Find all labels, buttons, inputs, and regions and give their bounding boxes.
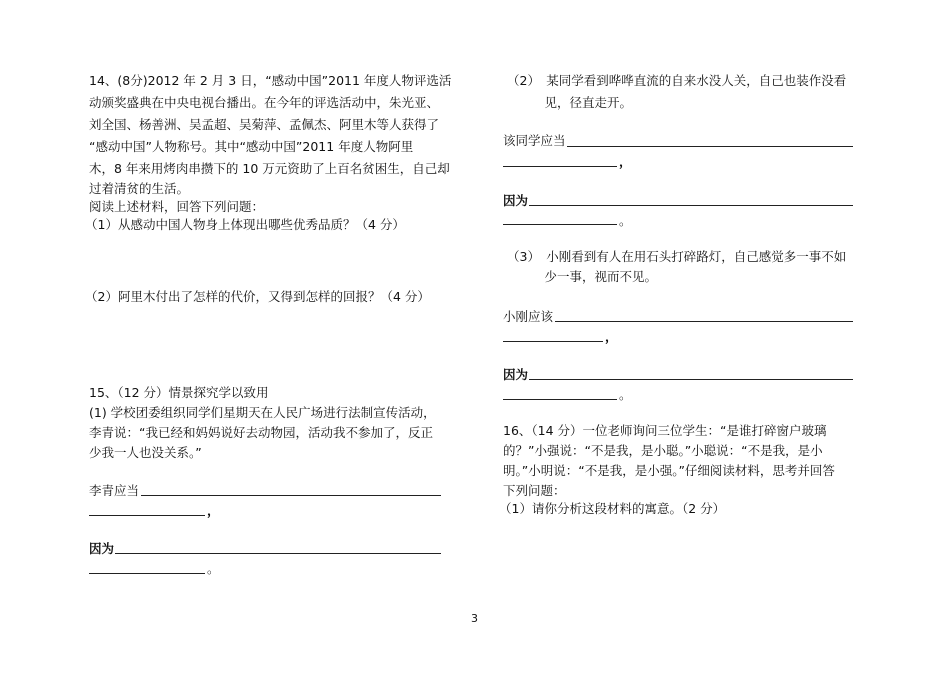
q15-1-answer-label: 李青应当 <box>89 483 140 498</box>
q15-3-reason-end: 。 <box>619 387 632 402</box>
q15-1-reason-end: 。 <box>207 561 220 576</box>
q15-3-answer-blank-1[interactable] <box>555 321 853 322</box>
q14-line-6: 过着清贫的生活。 <box>89 181 190 196</box>
q14-sub2: （2）阿里木付出了怎样的代价，又得到怎样的回报？（4 分） <box>85 289 430 304</box>
q16-line-4: 下列问题： <box>503 483 566 498</box>
q15-2-line-2: 见，径直走开。 <box>507 95 633 110</box>
q15-line-2: 李青说：“我已经和妈妈说好去动物园，活动我不参加了，反正 <box>89 425 433 440</box>
q14-sub1: （1）从感动中国人物身上体现出哪些优秀品质？（4 分） <box>85 217 405 232</box>
q14-prompt: 阅读上述材料，回答下列问题： <box>89 199 265 214</box>
q15-2-answer-end: ， <box>619 154 632 169</box>
q15-1-reason-blank-2[interactable] <box>89 573 205 574</box>
q15-3-reason-label: 因为 <box>503 367 529 382</box>
q15-2-reason-blank-1[interactable] <box>529 205 853 206</box>
q15-line-1: (1) 学校团委组织同学们星期天在人民广场进行法制宣传活动， <box>89 405 436 420</box>
q15-1-answer-blank-1[interactable] <box>141 495 441 496</box>
q15-1-answer-end: ， <box>207 503 220 518</box>
q15-2-answer-label: 该同学应当 <box>503 133 566 148</box>
q14-line-4: “感动中国”人物称号。其中“感动中国”2011 年度人物阿里 <box>89 139 414 154</box>
q16-line-3: 明。”小明说：“不是我，是小强。”仔细阅读材料，思考并回答 <box>503 463 835 478</box>
q15-1-reason-label: 因为 <box>89 541 115 556</box>
q15-title: 15、（12 分）情景探究学以致用 <box>89 385 269 400</box>
q14-line-3: 刘全国、杨善洲、吴孟超、吴菊萍、孟佩杰、阿里木等人获得了 <box>89 117 440 132</box>
q16-sub1: （1）请你分析这段材料的寓意。（2 分） <box>499 501 726 516</box>
q14-line-1: 14、(8分)2012 年 2 月 3 日，“感动中国”2011 年度人物评选活 <box>89 73 452 88</box>
q15-line-3: 少我一人也没关系。” <box>89 445 202 460</box>
q15-2-reason-label: 因为 <box>503 193 529 208</box>
q15-2-answer-blank-2[interactable] <box>503 166 617 167</box>
q15-3-answer-blank-2[interactable] <box>503 341 603 342</box>
q15-3-answer-end: ， <box>605 329 618 344</box>
q15-1-answer-blank-2[interactable] <box>89 515 205 516</box>
q15-2-line-1: （2） 某同学看到哗哗直流的自来水没人关，自己也装作没看 <box>507 73 847 88</box>
q15-3-reason-blank-2[interactable] <box>503 399 617 400</box>
q16-line-1: 16、（14 分）一位老师询问三位学生：“是谁打碎窗户玻璃 <box>503 423 827 438</box>
q15-2-answer-blank-1[interactable] <box>567 146 853 147</box>
q15-3-line-1: （3） 小刚看到有人在用石头打碎路灯，自己感觉多一事不如 <box>507 249 847 264</box>
q14-line-2: 动颁奖盛典在中央电视台播出。在今年的评选活动中，朱光亚、 <box>89 95 440 110</box>
q15-3-line-2: 少一事，视而不见。 <box>507 269 658 284</box>
q15-2-reason-blank-2[interactable] <box>503 224 617 225</box>
q14-line-5: 木，8 年来用烤肉串攒下的 10 万元资助了上百名贫困生，自己却 <box>89 161 450 176</box>
q15-1-reason-blank-1[interactable] <box>115 553 441 554</box>
q15-3-answer-label: 小刚应该 <box>503 309 554 324</box>
q16-line-2: 的？”小强说：“不是我，是小聪。”小聪说：“不是我，是小 <box>503 443 823 458</box>
q15-2-reason-end: 。 <box>619 213 632 228</box>
q15-3-reason-blank-1[interactable] <box>529 379 853 380</box>
page-number: 3 <box>471 612 478 625</box>
